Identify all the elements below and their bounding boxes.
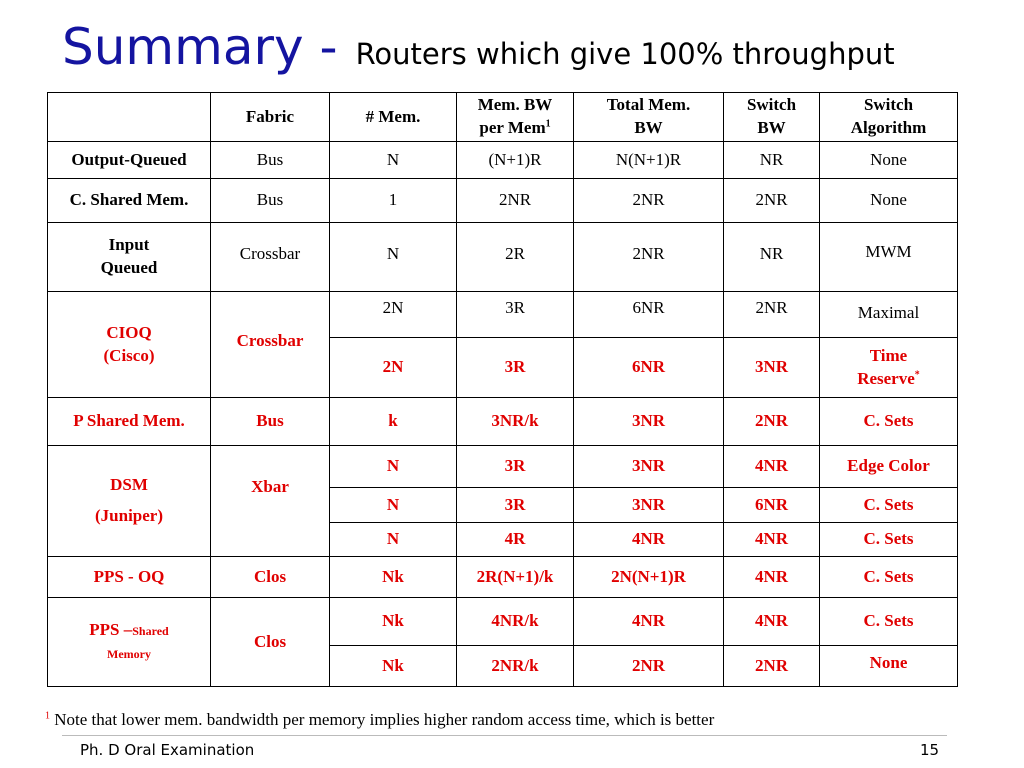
cell-fabric: Bus — [211, 398, 330, 446]
cell-algorithm: None — [820, 179, 958, 223]
header-mem-bw: Mem. BW per Mem$^1$ — [457, 93, 574, 142]
cell-switch-bw: 4NR — [724, 557, 820, 598]
cell-mem-bw: 2R(N+1)/k — [457, 557, 574, 598]
cell-switch-bw: 4NR — [724, 446, 820, 488]
cell-total-bw: 2N(N+1)R — [574, 557, 724, 598]
cell-total-bw: 6NR — [574, 292, 724, 338]
cell-mem: Nk — [330, 646, 457, 687]
cell-fabric: Clos — [211, 557, 330, 598]
cell-algorithm: Time Reserve* — [820, 338, 958, 398]
footer-divider — [62, 735, 947, 736]
row-name: C. Shared Mem. — [48, 179, 211, 223]
cell-total-bw: N(N+1)R — [574, 142, 724, 179]
footnote-marker: 1 — [45, 710, 50, 722]
cell-switch-bw: 4NR — [724, 523, 820, 557]
cell-mem: k — [330, 398, 457, 446]
cell-mem-bw: 4R — [457, 523, 574, 557]
cell-total-bw: 3NR — [574, 446, 724, 488]
slide-title — [62, 18, 895, 76]
table-row — [48, 446, 958, 488]
cell-mem-bw: 3NR/k — [457, 398, 574, 446]
cell-switch-bw: 4NR — [724, 598, 820, 646]
summary-table — [47, 92, 958, 687]
cell-total-bw: 3NR — [574, 398, 724, 446]
table-row — [48, 142, 958, 179]
table-row — [48, 292, 958, 338]
row-name: Output-Queued — [48, 142, 211, 179]
cell-switch-bw: NR — [724, 142, 820, 179]
header-mem: # Mem. — [330, 93, 457, 142]
footnote — [45, 710, 714, 730]
table-row — [48, 557, 958, 598]
footer-label: Ph. D Oral Examination — [80, 741, 255, 759]
cell-algorithm: C. Sets — [820, 523, 958, 557]
cell-mem-bw: 3R — [457, 488, 574, 523]
header-switch-algorithm: Switch Algorithm — [820, 93, 958, 142]
header-total-bw: Total Mem. BW — [574, 93, 724, 142]
cell-mem: 2N — [330, 292, 457, 338]
cell-mem-bw: 2R — [457, 223, 574, 292]
cell-total-bw: 4NR — [574, 598, 724, 646]
cell-mem-bw: 4NR/k — [457, 598, 574, 646]
cell-switch-bw: 3NR — [724, 338, 820, 398]
cell-switch-bw: 2NR — [724, 646, 820, 687]
cell-fabric: Bus — [211, 142, 330, 179]
cell-total-bw: 2NR — [574, 179, 724, 223]
cell-switch-bw: 2NR — [724, 398, 820, 446]
cell-switch-bw: 2NR — [724, 292, 820, 338]
cell-fabric: Bus — [211, 179, 330, 223]
cell-algorithm: Edge Color — [820, 446, 958, 488]
cell-switch-bw: 2NR — [724, 179, 820, 223]
cell-mem-bw: 3R — [457, 338, 574, 398]
cell-mem: N — [330, 488, 457, 523]
cell-algorithm: C. Sets — [820, 398, 958, 446]
cell-mem: 1 — [330, 179, 457, 223]
table-row — [48, 223, 958, 292]
row-name: CIOQ (Cisco) — [48, 292, 211, 398]
cell-switch-bw: 6NR — [724, 488, 820, 523]
cell-total-bw: 2NR — [574, 223, 724, 292]
cell-mem-bw: 3R — [457, 292, 574, 338]
cell-algorithm: MWM — [820, 223, 958, 292]
table-row — [48, 179, 958, 223]
footnote-text: Note that lower mem. bandwidth per memory implies higher random access time, which is better — [50, 710, 715, 729]
cell-algorithm: Maximal — [820, 292, 958, 338]
table-row — [48, 598, 958, 646]
cell-fabric: Crossbar — [211, 223, 330, 292]
cell-mem-bw: 2NR — [457, 179, 574, 223]
cell-total-bw: 4NR — [574, 523, 724, 557]
row-name: P Shared Mem. — [48, 398, 211, 446]
cell-total-bw: 6NR — [574, 338, 724, 398]
cell-mem: 2N — [330, 338, 457, 398]
cell-total-bw: 3NR — [574, 488, 724, 523]
cell-mem-bw: 2NR/k — [457, 646, 574, 687]
cell-mem: N — [330, 223, 457, 292]
cell-mem: N — [330, 142, 457, 179]
row-name: PPS –Shared Memory — [48, 598, 211, 687]
cell-fabric: Clos — [211, 598, 330, 687]
cell-total-bw: 2NR — [574, 646, 724, 687]
title-subtitle: Routers which give 100% throughput — [355, 37, 895, 71]
row-name: DSM (Juniper) — [48, 446, 211, 557]
row-name: PPS - OQ — [48, 557, 211, 598]
title-main: Summary - — [62, 18, 338, 76]
cell-algorithm: None — [820, 646, 958, 687]
table-row — [48, 398, 958, 446]
cell-fabric: Xbar — [211, 446, 330, 557]
cell-mem: Nk — [330, 598, 457, 646]
row-name: Input Queued — [48, 223, 211, 292]
header-row — [48, 93, 958, 142]
cell-algorithm: C. Sets — [820, 488, 958, 523]
page-number: 15 — [920, 741, 940, 759]
cell-algorithm: None — [820, 142, 958, 179]
cell-algorithm: C. Sets — [820, 557, 958, 598]
header-switch-bw: Switch BW — [724, 93, 820, 142]
cell-mem: Nk — [330, 557, 457, 598]
cell-fabric: Crossbar — [211, 292, 330, 398]
cell-mem: N — [330, 446, 457, 488]
header-blank-cell — [48, 93, 211, 142]
cell-algorithm: C. Sets — [820, 598, 958, 646]
cell-mem: N — [330, 523, 457, 557]
cell-mem-bw: (N+1)R — [457, 142, 574, 179]
header-fabric: Fabric — [211, 93, 330, 142]
cell-mem-bw: 3R — [457, 446, 574, 488]
cell-switch-bw: NR — [724, 223, 820, 292]
